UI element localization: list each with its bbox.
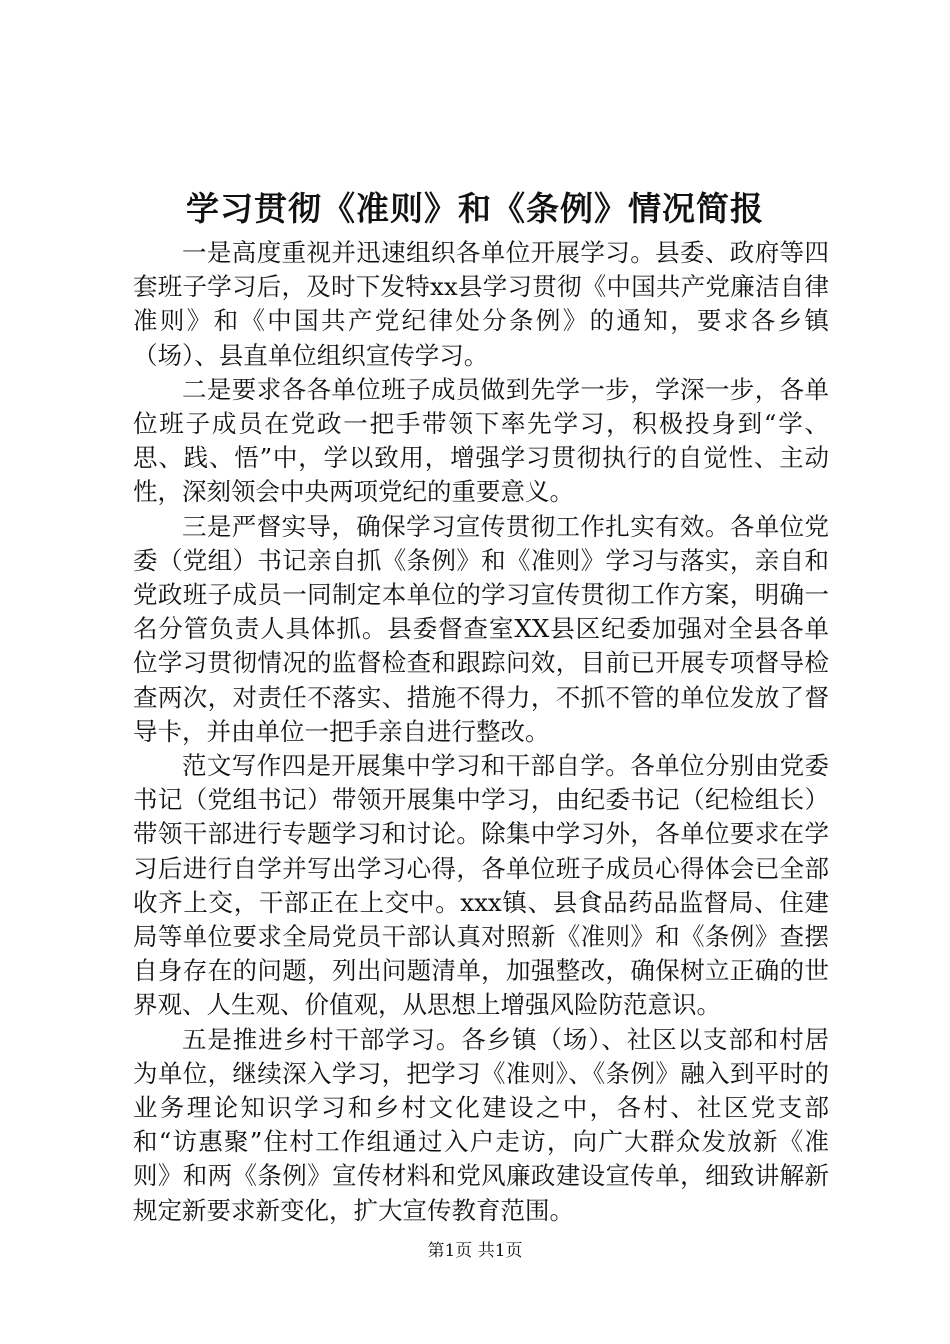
document-title: 学习贯彻《准则》和《条例》情况简报 (186, 189, 764, 228)
page-footer: 第1页 共1页 (427, 1241, 523, 1261)
paragraph-4: 范文写作四是开展集中学习和干部自学。各单位分别由党委书记（党组书记）带领开展集中学习，由纪委书记（纪检组长）带领干部进行专题学习和讨论。除集中学习外，各单位要求在学习后进行自学并写出学习心得，各单位班子成员心得体会已全部收齐上交，干部正在上交中。xxx镇、县食品药品监督局、住建局等单位要求全局党员干部认真对照新《准则》和《条例》查摆自身存在的问题，列出问题清单，加强整改，确保树立正确的世界观、人生观、价值观，从思想上增强风险防范意识。 (133, 751, 829, 1020)
paragraph-5: 五是推进乡村干部学习。各乡镇（场）、社区以支部和村居为单位，继续深入学习，把学习《准则》、《条例》融入到平时的业务理论知识学习和乡村文化建设之中，各村、社区党支部和“访惠聚”住村工作组通过入户走访，向广大群众发放新《准则》和两《条例》宣传材料和党风廉政建设宣传单，细致讲解新规定新要求新变化，扩大宣传教育范围。 (133, 1024, 829, 1225)
document-body (133, 236, 829, 1228)
paragraph-3: 三是严督实导，确保学习宣传贯彻工作扎实有效。各单位党委（党组）书记亲自抓《条例》和《准则》学习与落实，亲自和党政班子成员一同制定本单位的学习宣传贯彻工作方案，明确一名分管负责人具体抓。县委督查室XX县区纪委加强对全县各单位学习贯彻情况的监督检查和跟踪问效，目前已开展专项督导检查两次，对责任不落实、措施不得力，不抓不管的单位发放了督导卡，并由单位一把手亲自进行整改。 (133, 511, 829, 746)
paragraph-2: 二是要求各各单位班子成员做到先学一步，学深一步，各单位班子成员在党政一把手带领下率先学习，积极投身到“学、思、践、悟”中，学以致用，增强学习贯彻执行的自觉性、主动性，深刻领会中央两项党纪的重要意义。 (133, 374, 829, 507)
paragraph-1: 一是高度重视并迅速组织各单位开展学习。县委、政府等四套班子学习后，及时下发特xx县学习贯彻《中国共产党廉洁自律准则》和《中国共产党纪律处分条例》的通知，要求各乡镇（场）、县直单位组织宣传学习。 (133, 238, 829, 370)
